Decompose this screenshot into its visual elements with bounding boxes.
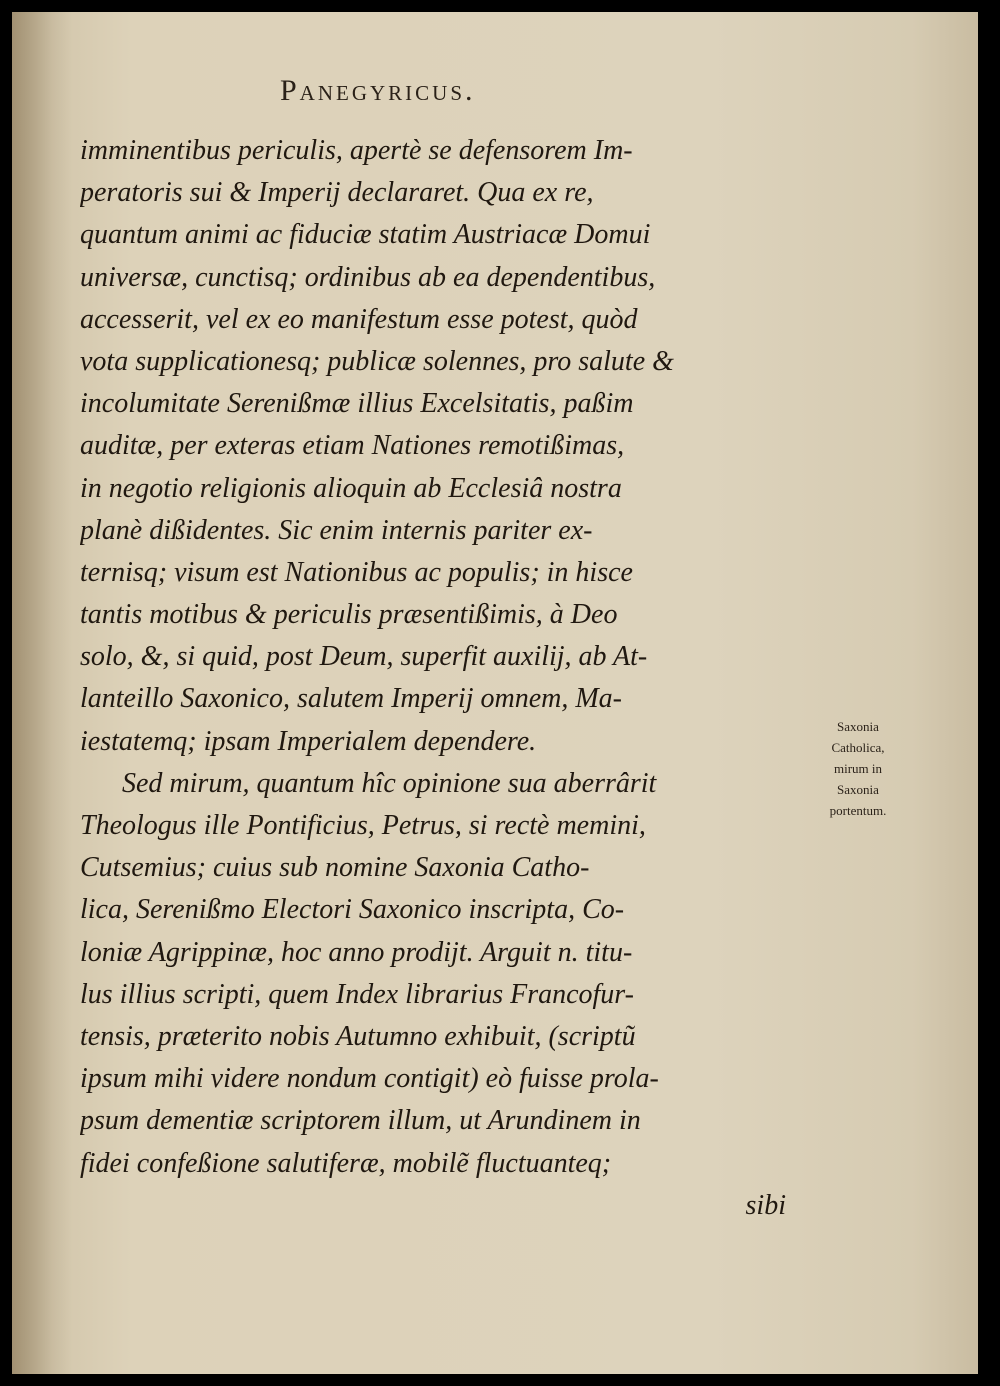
text-line: peratoris sui & Imperij declararet. Qua ex re,: [80, 177, 594, 209]
text-line: psum dementiæ scriptorem illum, ut Arundinem in: [80, 1105, 641, 1137]
text-line: auditæ, per exteras etiam Nationes remotißimas,: [80, 430, 625, 462]
text-line: lica, Serenißmo Electori Saxonico inscripta, Co-: [80, 894, 625, 926]
margin-note-line: Saxonia: [837, 719, 879, 734]
text-line: Cutsemius; cuius sub nomine Saxonia Catho-: [80, 852, 590, 884]
text-line: ternisq; visum est Nationibus ac populis; in hisce: [80, 556, 633, 588]
text-line: in negotio religionis alioquin ab Ecclesiâ nostra: [80, 472, 622, 504]
text-line: universæ, cunctisq; ordinibus ab ea dependentibus,: [80, 261, 656, 293]
text-line: ipsum mihi videre nondum contigit) eò fuisse prola-: [80, 1063, 659, 1095]
catchword: sibi: [745, 1189, 786, 1221]
text-line: quantum animi ac fiduciæ statim Austriacæ Domui: [80, 219, 651, 251]
text-line: loniæ Agrippinæ, hoc anno prodijt. Arguit n. titu-: [80, 936, 633, 968]
text-line: lus illius scripti, quem Index librarius Francofur-: [80, 978, 634, 1010]
text-line: incolumitate Serenißmæ illius Excelsitatis, paßim: [80, 388, 634, 420]
text-line: imminentibus periculis, apertè se defensorem Im-: [80, 135, 633, 166]
text-line: tensis, præterito nobis Autumno exhibuit, (scriptũ: [80, 1020, 636, 1052]
text-line: fidei confeßione salutiferæ, mobilẽ fluctuanteq;: [80, 1147, 612, 1179]
margin-note-line: Saxonia: [837, 782, 879, 797]
margin-note-line: portentum.: [829, 803, 887, 818]
body-text: [80, 130, 786, 1227]
margin-note-line: Catholica,: [831, 740, 885, 755]
marginal-note: [788, 716, 928, 821]
running-header: Panegyricus.: [280, 74, 476, 107]
text-line: tantis motibus & periculis præsentißimis, à Deo: [80, 599, 618, 631]
text-line: Theologus ille Pontificius, Petrus, si rectè memini,: [80, 810, 646, 841]
text-line: planè dißidentes. Sic enim internis pariter ex-: [80, 514, 593, 546]
text-line: lanteillo Saxonico, salutem Imperij omnem, Ma-: [80, 683, 623, 715]
text-line: vota supplicationesq; publicæ solennes, pro salute &: [80, 345, 674, 377]
text-line: iestatemq; ipsam Imperialem dependere.: [80, 725, 537, 757]
text-line: solo, &, si quid, post Deum, superfit auxilij, ab At-: [80, 641, 648, 673]
margin-note-line: mirum in: [833, 761, 883, 776]
text-line: accesserit, vel ex eo manifestum esse potest, quòd: [80, 303, 638, 335]
text-line: Sed mirum, quantum hîc opinione sua aberrârit: [122, 767, 657, 799]
book-page: [12, 12, 978, 1374]
